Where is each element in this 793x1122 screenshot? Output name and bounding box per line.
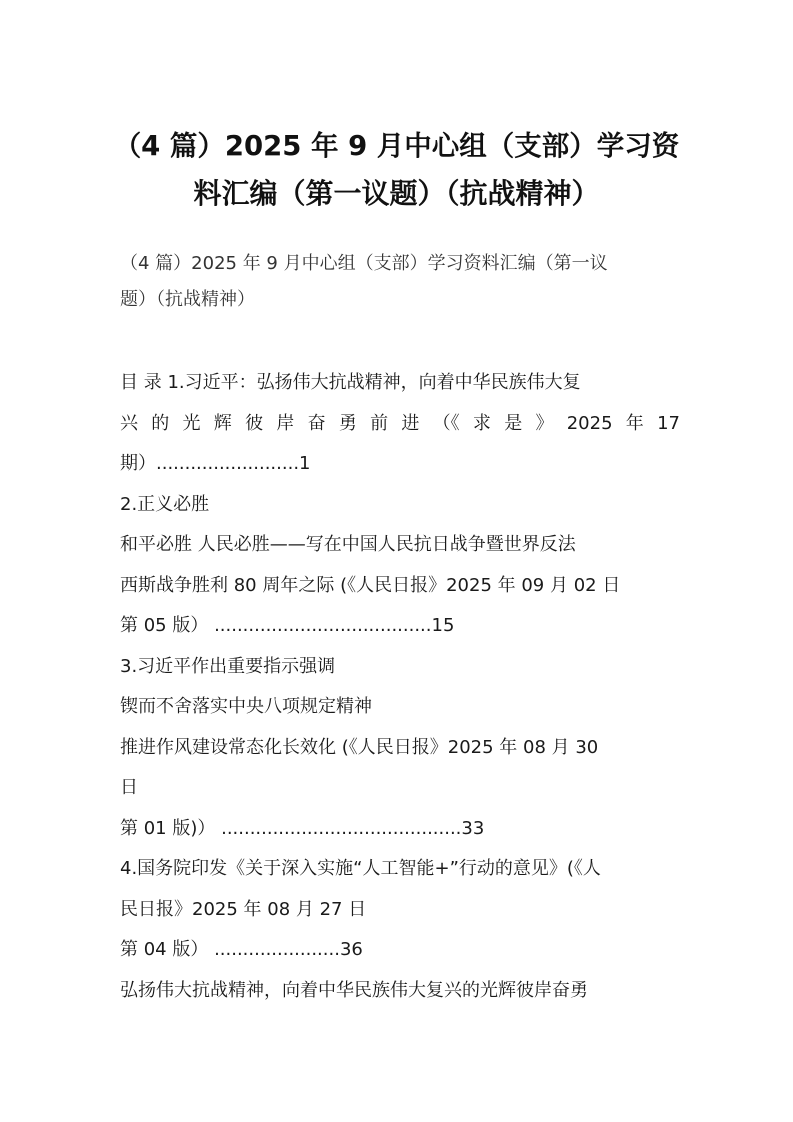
title-line-2: 料汇编（第一议题）（抗战精神） [193, 177, 600, 210]
subtitle-line-1: （4 篇）2025 年 9 月中心组（支部）学习资料汇编（第一议 [120, 253, 608, 274]
title-line-1: （4 篇）2025 年 9 月中心组（支部）学习资 [113, 130, 680, 162]
toc-word: 2025 [566, 412, 613, 434]
toc-word: 光 [182, 412, 201, 434]
toc-line: 日 [120, 777, 138, 798]
toc-word: 辉 [213, 412, 232, 434]
table-of-contents [120, 363, 680, 1011]
subtitle-line-2: 题）（抗战精神） [120, 289, 255, 310]
toc-line: 民日报》2025 年 08 月 27 日 [120, 898, 367, 920]
toc-word: 》 [535, 412, 554, 434]
toc-line: 和平必胜 人民必胜——写在中国人民抗日战争暨世界反法 [120, 534, 576, 555]
toc-word: 岸 [276, 412, 295, 434]
toc-line: 3.习近平作出重要指示强调 [120, 655, 336, 677]
toc-word: 前 [370, 412, 389, 434]
toc-line: 第 04 版） ......................36 [120, 939, 363, 960]
toc-word: 求 [472, 412, 491, 434]
toc-line: 西斯战争胜利 80 周年之际 (《人民日报》2025 年 09 月 02 日 [120, 574, 621, 596]
toc-word: 兴 [120, 412, 138, 434]
toc-line: 第 05 版） ......................................15 [120, 615, 455, 636]
toc-word: 勇 [338, 412, 357, 434]
toc-line: 4.国务院印发《关于深入实施“人工智能+”行动的意见》(《人 [120, 858, 601, 879]
document-title [110, 122, 683, 218]
toc-word: 是 [504, 412, 523, 434]
document-subtitle [120, 246, 680, 318]
toc-word: 的 [151, 412, 170, 434]
toc-word: 17 [657, 412, 680, 434]
toc-line-justified [120, 404, 680, 445]
toc-word: 进 [401, 412, 420, 434]
toc-word: 彼 [245, 412, 264, 434]
toc-word: 年 [625, 412, 644, 434]
toc-word: 奋 [307, 412, 326, 434]
toc-line: 弘扬伟大抗战精神，向着中华民族伟大复兴的光辉彼岸奋勇 [120, 979, 588, 1001]
toc-line: 2.正义必胜 [120, 493, 210, 515]
toc-line: 期）.........................1 [120, 453, 311, 474]
toc-line: 推进作风建设常态化长效化 (《人民日报》2025 年 08 月 30 [120, 736, 599, 758]
toc-line: 锲而不舍落实中央八项规定精神 [120, 696, 372, 717]
toc-line: 目 录 1.习近平：弘扬伟大抗战精神，向着中华民族伟大复 [120, 372, 581, 393]
toc-word: （《 [432, 412, 460, 434]
toc-line: 第 01 版)） ..........................................33 [120, 817, 485, 839]
